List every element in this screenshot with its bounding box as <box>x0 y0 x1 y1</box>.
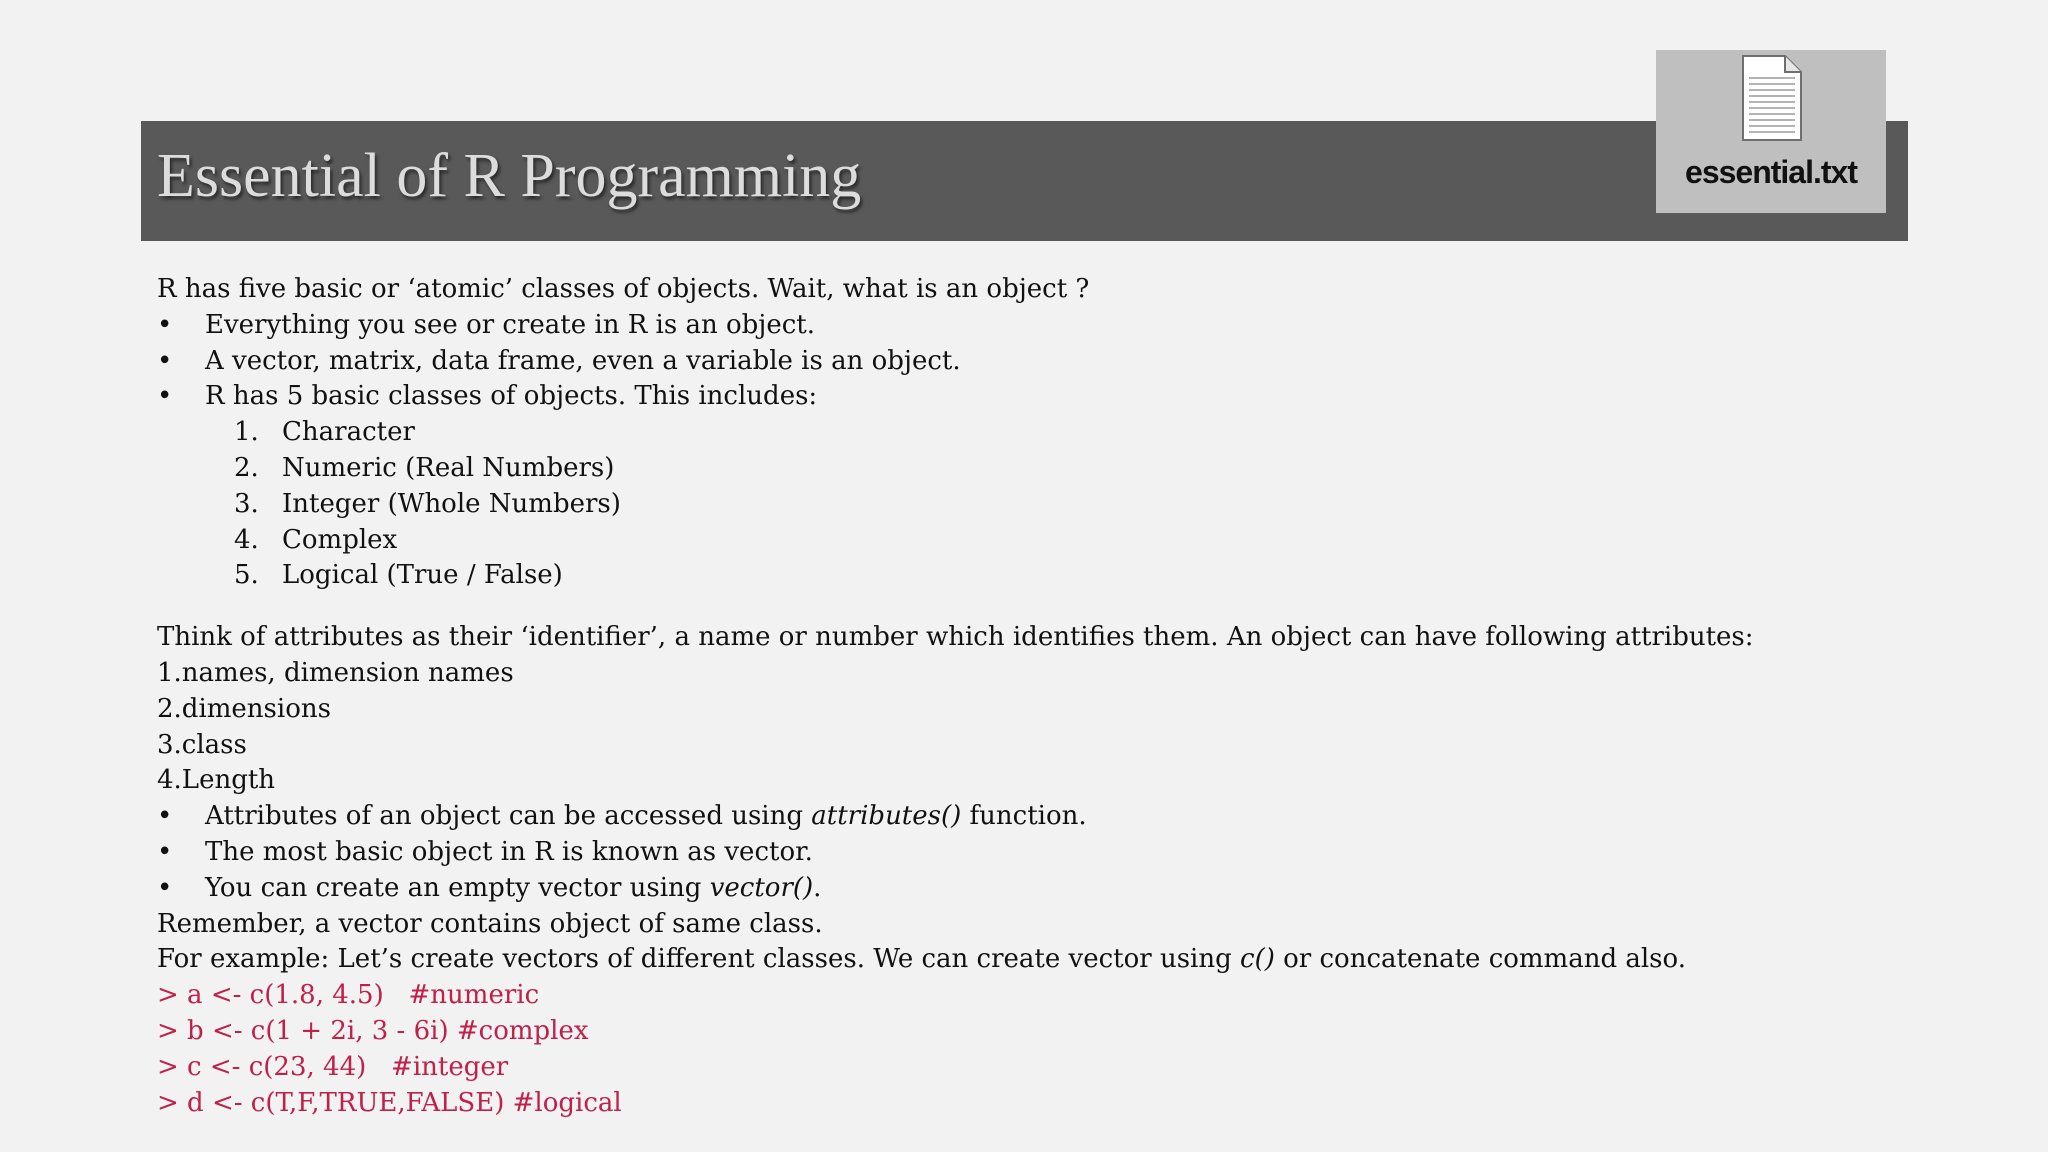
bullet-item <box>157 799 1957 835</box>
bullet-text: function. <box>961 801 1087 832</box>
function-name: attributes() <box>811 801 962 832</box>
class-name: Complex <box>282 524 398 555</box>
spacer <box>157 594 1957 620</box>
class-name: Character <box>282 417 415 448</box>
attached-file[interactable] <box>1656 50 1886 213</box>
attribute-item: 3.class <box>157 729 247 760</box>
bullet-text: . <box>813 872 822 903</box>
bullet-text: You can create an empty vector using <box>205 872 710 903</box>
bullet-item: • A vector, matrix, data frame, even a variable is an object. <box>157 344 1957 380</box>
class-list-item <box>157 415 1957 451</box>
list-number: 1. <box>234 417 259 448</box>
class-name: Logical (True / False) <box>282 560 563 591</box>
remember-text: Remember, a vector contains object of same class. <box>157 908 823 939</box>
bullet-item: • R has 5 basic classes of objects. This includes: <box>157 379 1957 415</box>
intro-text: R has five basic or ‘atomic’ classes of objects. Wait, what is an object ? <box>157 274 1090 304</box>
slide-title: Essential of R Programming <box>157 142 862 210</box>
text-file-icon <box>1739 54 1803 142</box>
attribute-item: 1.names, dimension names <box>157 657 514 688</box>
function-name: c() <box>1240 944 1275 975</box>
code-line: > a <- c(1.8, 4.5) #numeric <box>157 980 540 1011</box>
class-list-item <box>157 487 1957 523</box>
bullet-item <box>157 871 1957 907</box>
example-text-part: or concatenate command also. <box>1274 944 1686 975</box>
class-name: Numeric (Real Numbers) <box>282 452 615 483</box>
file-name-label: essential.txt <box>1685 154 1857 190</box>
code-line: > d <- c(T,F,TRUE,FALSE) #logical <box>157 1087 622 1118</box>
class-name: Integer (Whole Numbers) <box>282 488 621 519</box>
code-line: > b <- c(1 + 2i, 3 - 6i) #complex <box>157 1015 589 1046</box>
example-text-part: For example: Let’s create vectors of different classes. We can create vector using <box>157 944 1241 975</box>
attribute-item: 2.dimensions <box>157 693 331 724</box>
example-text <box>157 942 1957 978</box>
list-number: 3. <box>234 488 259 519</box>
bullet-item: • Everything you see or create in R is an object. <box>157 308 1957 344</box>
attributes-intro: Think of attributes as their ‘identifier’, a name or number which identifies them. An object can have following attributes: <box>157 622 1754 653</box>
list-number: 4. <box>234 524 259 555</box>
class-list-item <box>157 523 1957 559</box>
title-bar <box>141 121 1908 241</box>
class-list-item <box>157 451 1957 487</box>
slide-body <box>157 272 1957 1121</box>
code-line: > c <- c(23, 44) #integer <box>157 1051 509 1082</box>
function-name: vector() <box>709 872 814 903</box>
bullet-text: Attributes of an object can be accessed using <box>205 801 812 832</box>
list-number: 5. <box>234 560 259 591</box>
class-list-item <box>157 558 1957 594</box>
attribute-item: 4.Length <box>157 765 276 796</box>
bullet-item: • The most basic object in R is known as vector. <box>157 835 1957 871</box>
list-number: 2. <box>234 452 259 483</box>
